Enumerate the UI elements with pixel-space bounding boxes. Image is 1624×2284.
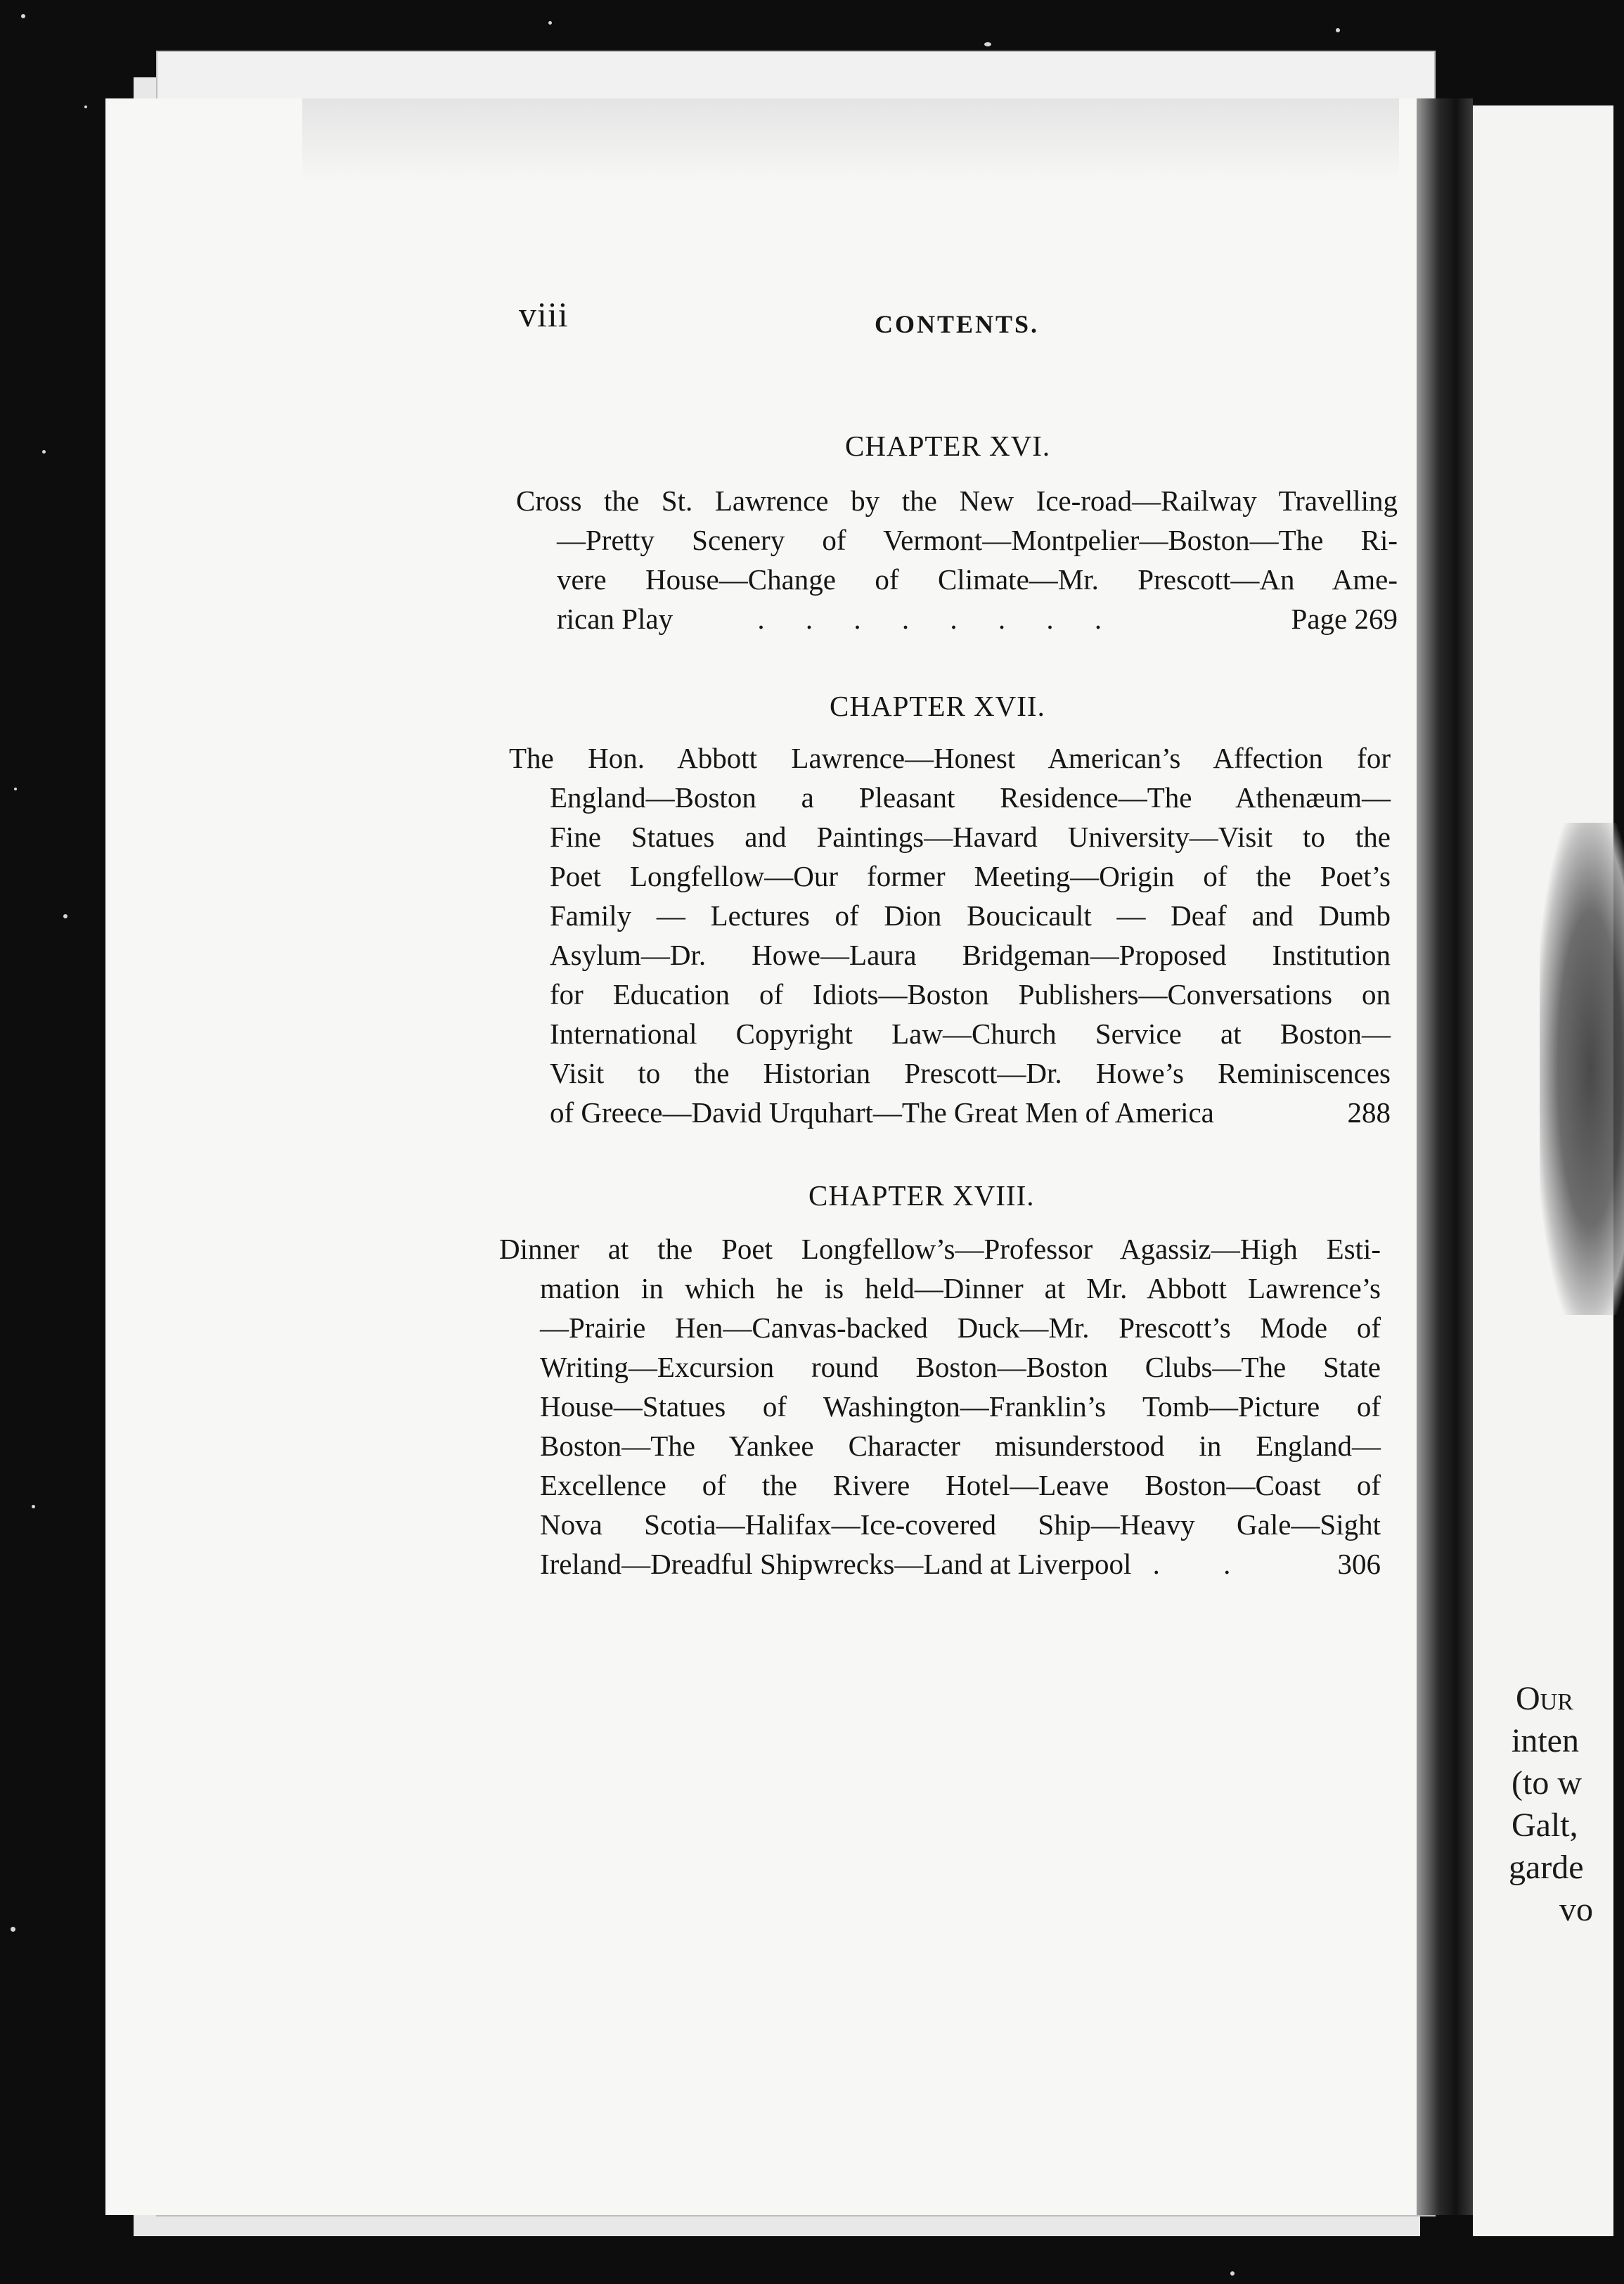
- summary-line: Visit to the Historian Prescott—Dr. Howe’s Reminiscences: [550, 1057, 1391, 1089]
- summary-line: House—Statues of Washington—Franklin’s Tomb—Picture of: [540, 1390, 1381, 1423]
- facing-page-line: inten: [1512, 1722, 1579, 1759]
- summary-line: International Copyright Law—Church Service at Boston—: [550, 1018, 1391, 1050]
- facing-page-line: Galt,: [1512, 1807, 1578, 1844]
- summary-line-text: Ireland—Dreadful Shipwrecks—Land at Liverpool: [540, 1548, 1132, 1580]
- dot-leader: . . . . . . . .: [757, 603, 1119, 635]
- summary-line: England—Boston a Pleasant Residence—The Athenæum—: [550, 781, 1391, 814]
- facing-page-line: Our: [1516, 1680, 1573, 1717]
- chapter-heading: CHAPTER XVIII.: [808, 1179, 1035, 1212]
- summary-line: Cross the St. Lawrence by the New Ice-road—Railway Travelling: [516, 485, 1398, 517]
- summary-line: Poet Longfellow—Our former Meeting—Origin of the Poet’s: [550, 860, 1391, 892]
- summary-line: Nova Scotia—Halifax—Ice-covered Ship—Heavy Gale—Sight: [540, 1508, 1381, 1541]
- summary-line: Dinner at the Poet Longfellow’s—Professor Agassiz—High Esti-: [499, 1233, 1381, 1265]
- page-number: viii: [519, 295, 569, 334]
- facing-page-line: vo: [1559, 1891, 1593, 1928]
- dot-leader: . .: [1152, 1548, 1259, 1580]
- summary-line: for Education of Idiots—Boston Publishers—Conversations on: [550, 978, 1391, 1011]
- book-gutter: [1417, 98, 1473, 2215]
- page-shadow: [302, 98, 1399, 183]
- summary-line: mation in which he is held—Dinner at Mr. Abbott Lawrence’s: [540, 1272, 1381, 1304]
- facing-page-line: (to w: [1512, 1764, 1582, 1802]
- page-reference: Page 269: [1291, 603, 1398, 635]
- chapter-heading: CHAPTER XVII.: [830, 690, 1045, 722]
- chapter-summary: [516, 481, 1398, 639]
- summary-line: Excellence of the Rivere Hotel—Leave Boston—Coast of: [540, 1469, 1381, 1501]
- chapter-heading: CHAPTER XVI.: [845, 430, 1051, 462]
- summary-line: Writing—Excursion round Boston—Boston Clubs—The State: [540, 1351, 1381, 1383]
- summary-line-text: rican Play: [557, 603, 674, 635]
- facing-page-line: garde: [1509, 1849, 1584, 1886]
- summary-line: Family — Lectures of Dion Boucicault — Deaf and Dumb: [550, 899, 1391, 932]
- summary-line-final: [557, 599, 1398, 639]
- summary-line: Fine Statues and Paintings—Havard University—Visit to the: [550, 821, 1391, 853]
- facing-page-illustration: [1540, 823, 1624, 1315]
- summary-line-final: [550, 1093, 1391, 1132]
- summary-line: vere House—Change of Climate—Mr. Prescott—An Ame-: [557, 563, 1398, 596]
- summary-line: —Prairie Hen—Canvas-backed Duck—Mr. Prescott’s Mode of: [540, 1311, 1381, 1344]
- summary-line: Boston—The Yankee Character misunderstood in England—: [540, 1430, 1381, 1462]
- summary-line: The Hon. Abbott Lawrence—Honest American’s Affection for: [509, 742, 1391, 774]
- page-reference: 306: [1337, 1548, 1381, 1580]
- chapter-summary: [509, 738, 1391, 1132]
- running-title: CONTENTS.: [875, 310, 1040, 338]
- page-reference: 288: [1347, 1096, 1391, 1129]
- summary-line: Asylum—Dr. Howe—Laura Bridgeman—Proposed Institution: [550, 939, 1391, 971]
- chapter-summary: [499, 1229, 1381, 1584]
- book-page: [105, 98, 1427, 2215]
- summary-line-text: of Greece—David Urquhart—The Great Men of America: [550, 1096, 1214, 1129]
- summary-line-final: [540, 1544, 1381, 1584]
- summary-line: —Pretty Scenery of Vermont—Montpelier—Boston—The Ri-: [557, 524, 1398, 556]
